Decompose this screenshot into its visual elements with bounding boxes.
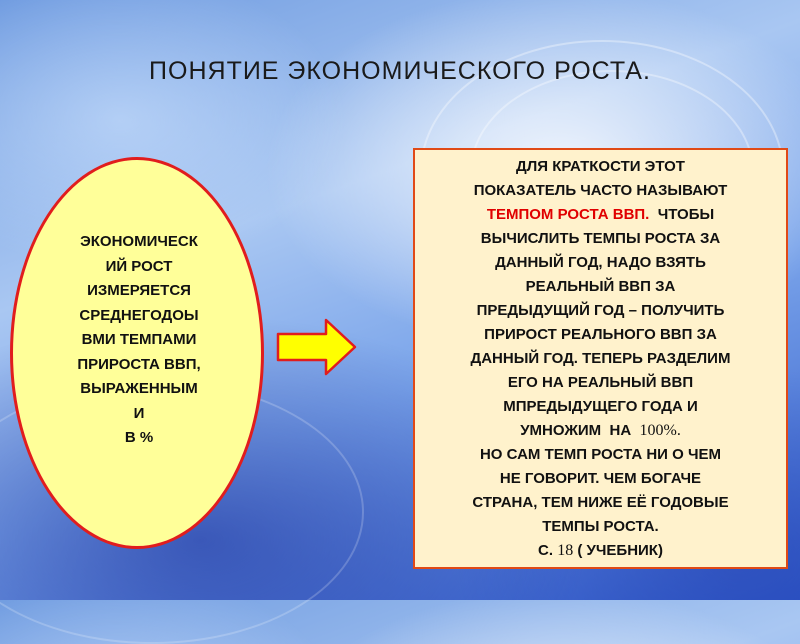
- explanation-fragment: УМНОЖИМ НА: [520, 422, 640, 439]
- explanation-line: ДАННЫЙ ГОД, НАДО ВЗЯТЬ: [495, 254, 706, 271]
- explanation-text: [413, 155, 788, 563]
- explanation-line: ПРИРОСТ РЕАЛЬНОГО ВВП ЗА: [484, 326, 717, 343]
- explanation-line: ПРЕДЫДУЩИЙ ГОД – ПОЛУЧИТЬ: [476, 302, 725, 319]
- textbook-reference: [413, 539, 788, 563]
- highlighted-term: ТЕМПОМ РОСТА ВВП.: [486, 206, 650, 223]
- right-arrow-icon: [276, 318, 358, 376]
- definition-line: ЭКОНОМИЧЕСК: [80, 233, 198, 250]
- explanation-line: ДЛЯ КРАТКОСТИ ЭТОТ: [516, 158, 685, 175]
- definition-line: ИЗМЕРЯЕТСЯ: [87, 282, 191, 299]
- percent-value: 100%.: [639, 422, 681, 439]
- definition-line: В %: [124, 429, 154, 446]
- explanation-line: [413, 419, 788, 443]
- slide-title: ПОНЯТИЕ ЭКОНОМИЧЕСКОГО РОСТА.: [149, 57, 651, 85]
- definition-line: СРЕДНЕГОДОЫ: [79, 306, 199, 324]
- explanation-line: ТЕМПЫ РОСТА.: [542, 518, 659, 535]
- definition-line: И: [133, 404, 145, 422]
- definition-line: ПРИРОСТА ВВП,: [77, 355, 201, 373]
- explanation-fragment: С.: [538, 542, 558, 559]
- explanation-line: ЕГО НА РЕАЛЬНЫЙ ВВП: [507, 374, 694, 391]
- explanation-line: НО САМ ТЕМП РОСТА НИ О ЧЕМ: [479, 446, 722, 463]
- definition-line: ВМИ ТЕМПАМИ: [81, 331, 197, 348]
- explanation-line: РЕАЛЬНЫЙ ВВП ЗА: [525, 278, 676, 295]
- explanation-line: СТРАНА, ТЕМ НИЖЕ ЕЁ ГОДОВЫЕ: [472, 494, 729, 511]
- definition-text: [44, 230, 234, 451]
- definition-line: ИЙ РОСТ: [105, 257, 173, 275]
- explanation-line: [413, 203, 788, 227]
- explanation-line: ВЫЧИСЛИТЬ ТЕМПЫ РОСТА ЗА: [480, 230, 721, 247]
- explanation-fragment: ЧТОБЫ: [649, 206, 715, 223]
- explanation-line: ПОКАЗАТЕЛЬ ЧАСТО НАЗЫВАЮТ: [473, 182, 728, 199]
- page-number: 18: [557, 542, 574, 559]
- explanation-line: НЕ ГОВОРИТ. ЧЕМ БОГАЧЕ: [499, 470, 702, 487]
- explanation-fragment: ( УЧЕБНИК): [573, 542, 663, 559]
- definition-line: ВЫРАЖЕННЫМ: [80, 380, 198, 397]
- explanation-line: МПРЕДЫДУЩЕГО ГОДА И: [503, 398, 698, 415]
- right-arrow-shape: [278, 320, 355, 374]
- explanation-line: ДАННЫЙ ГОД. ТЕПЕРЬ РАЗДЕЛИМ: [470, 350, 731, 367]
